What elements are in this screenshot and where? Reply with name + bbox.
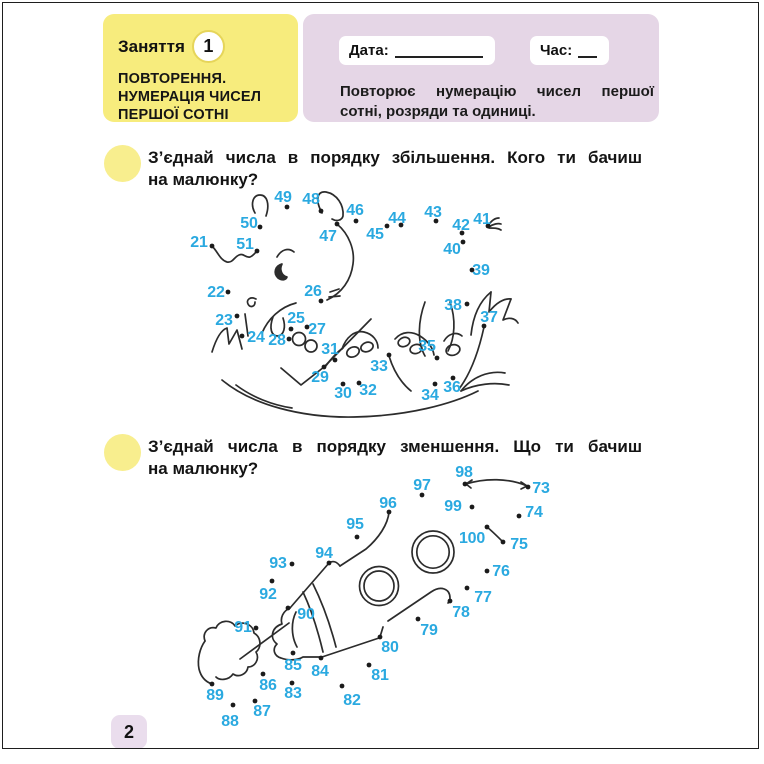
task1-instruction: [148, 147, 642, 190]
puzzle-number-label-87: 87: [253, 703, 271, 720]
puzzle-dot-35: [435, 356, 440, 361]
instruction-line: З’єднай числа в порядку збільшення. Кого ти бачиш: [148, 148, 642, 167]
line-art-stroke: [198, 641, 212, 684]
puzzle-dot-89: [210, 682, 215, 687]
puzzle-number-label-23: 23: [215, 312, 233, 329]
puzzle-number-label-82: 82: [343, 692, 361, 709]
puzzle-number-label-35: 35: [418, 338, 436, 355]
line-art-stroke: [489, 224, 501, 227]
line-art-stroke: [313, 584, 336, 647]
puzzle-number-label-48: 48: [302, 191, 320, 208]
line-art-stroke: [253, 195, 268, 216]
puzzle-dot-93: [290, 562, 295, 567]
line-art-stroke: [466, 480, 527, 486]
line-art-stroke: [503, 299, 518, 323]
puzzle-dot-88: [231, 703, 236, 708]
puzzle-number-label-80: 80: [381, 639, 399, 656]
puzzle-number-label-90: 90: [297, 606, 315, 623]
lesson-objective: [340, 82, 654, 121]
puzzle-dot-76: [485, 569, 490, 574]
time-field: [530, 36, 609, 65]
line-art-stroke: [487, 527, 503, 542]
puzzle-number-label-33: 33: [370, 358, 388, 375]
page-number: 2: [111, 715, 147, 749]
puzzle-dot-40: [461, 240, 466, 245]
puzzle-number-label-47: 47: [319, 228, 337, 245]
puzzle-number-label-50: 50: [240, 215, 258, 232]
puzzle-number-label-51: 51: [236, 236, 254, 253]
date-label: Дата:: [349, 42, 389, 59]
lesson-number: 1: [203, 36, 214, 56]
line-art-stroke: [389, 356, 411, 391]
puzzle-dot-91: [254, 626, 259, 631]
puzzle-dot-22: [226, 290, 231, 295]
line-art-stroke: [292, 612, 297, 647]
line-art-stroke: [293, 333, 306, 346]
puzzle-dot-75: [501, 540, 506, 545]
puzzle-number-label-91: 91: [234, 619, 252, 636]
puzzle-dot-77: [465, 586, 470, 591]
puzzle-dot-74: [517, 514, 522, 519]
puzzle-number-label-88: 88: [221, 713, 239, 730]
task-bullet-circle: [104, 145, 141, 182]
task2-instruction: [148, 436, 642, 479]
objective-line: сотні, розряди та одиниці.: [340, 102, 536, 120]
puzzle-number-label-38: 38: [444, 297, 462, 314]
puzzle-number-label-49: 49: [274, 189, 292, 206]
line-art-stroke: [330, 289, 339, 292]
line-art-stroke: [275, 264, 287, 280]
line-art-stroke: [397, 336, 411, 349]
puzzle-number-label-28: 28: [268, 332, 286, 349]
date-field: [339, 36, 495, 65]
puzzle-number-label-100: 100: [458, 530, 486, 547]
puzzle-number-label-37: 37: [480, 309, 498, 326]
line-art-stroke: [360, 341, 375, 354]
puzzle-dot-98: [463, 482, 468, 487]
puzzle-number-label-32: 32: [359, 382, 377, 399]
puzzle-number-label-30: 30: [334, 385, 352, 402]
puzzle-dot-99: [470, 505, 475, 510]
puzzle-number-label-44: 44: [388, 210, 406, 227]
lesson-info-box: [303, 14, 659, 122]
puzzle-dot-86: [261, 672, 266, 677]
puzzle-number-label-22: 22: [207, 284, 225, 301]
instruction-line: на малюнку?: [148, 458, 259, 478]
puzzle-dot-90: [286, 606, 291, 611]
puzzle-dot-92: [270, 579, 275, 584]
puzzle-number-label-42: 42: [452, 217, 470, 234]
puzzle-dot-23: [235, 314, 240, 319]
task-bullet-circle: [104, 434, 141, 471]
time-blank-line: [578, 44, 597, 58]
puzzle-number-label-24: 24: [247, 329, 265, 346]
puzzle-dot-34: [433, 382, 438, 387]
puzzle-number-label-83: 83: [284, 685, 302, 702]
puzzle-dot-28: [287, 337, 292, 342]
puzzle-number-label-95: 95: [346, 516, 364, 533]
line-art-stroke: [360, 567, 399, 606]
lesson-title-line: ПЕРШОЇ СОТНІ: [118, 107, 229, 123]
lesson-header-box: [103, 14, 298, 122]
puzzle-dot-79: [416, 617, 421, 622]
puzzle-number-label-97: 97: [413, 477, 431, 494]
time-label: Час:: [540, 42, 573, 59]
line-art-stroke: [329, 296, 340, 297]
puzzle-number-label-96: 96: [379, 495, 397, 512]
puzzle-dot-95: [355, 535, 360, 540]
puzzle-number-label-26: 26: [304, 283, 322, 300]
puzzle-number-label-81: 81: [371, 667, 389, 684]
line-art-stroke: [417, 536, 449, 568]
instruction-line: на малюнку?: [148, 169, 259, 189]
lesson-title-line: ПОВТОРЕННЯ.: [118, 71, 227, 87]
puzzle-dot-24: [240, 334, 245, 339]
puzzle-dot-21: [210, 244, 215, 249]
line-art-stroke: [445, 343, 461, 357]
lesson-number-circle: [192, 30, 225, 63]
puzzle-number-label-85: 85: [284, 657, 302, 674]
line-art-stroke: [318, 192, 343, 221]
puzzle-number-label-99: 99: [444, 498, 462, 515]
puzzle-number-label-98: 98: [455, 464, 473, 481]
puzzle-number-label-75: 75: [510, 536, 528, 553]
puzzle-dot-82: [340, 684, 345, 689]
puzzle-number-label-46: 46: [346, 202, 364, 219]
puzzle-dot-73: [526, 485, 531, 490]
line-art-stroke: [247, 298, 256, 307]
puzzle-number-label-39: 39: [472, 262, 490, 279]
puzzle-number-label-45: 45: [366, 226, 384, 243]
puzzle-number-label-89: 89: [206, 687, 224, 704]
line-art-stroke: [461, 384, 509, 391]
puzzle-number-label-76: 76: [492, 563, 510, 580]
puzzle-dot-50: [258, 225, 263, 230]
line-art-stroke: [290, 563, 329, 608]
line-art-stroke: [489, 228, 501, 230]
puzzle-number-label-86: 86: [259, 677, 277, 694]
puzzle-number-label-84: 84: [311, 663, 329, 680]
puzzle-dot-78: [448, 599, 453, 604]
puzzle-number-label-93: 93: [269, 555, 287, 572]
instruction-line: З’єднай числа в порядку зменшення. Що ти бачиш: [148, 437, 642, 456]
puzzle-number-label-29: 29: [311, 369, 329, 386]
puzzle-number-label-21: 21: [190, 234, 208, 251]
objective-line: Повторює нумерацію чисел першої: [340, 83, 654, 100]
puzzle-dot-85: [291, 651, 296, 656]
puzzle-dot-51: [255, 249, 260, 254]
line-art-stroke: [364, 571, 394, 601]
puzzle-dot-33: [387, 353, 392, 358]
puzzle-number-label-36: 36: [443, 379, 461, 396]
puzzle-number-label-79: 79: [420, 622, 438, 639]
lesson-title-line: НУМЕРАЦІЯ ЧИСЕЛ: [118, 89, 262, 105]
line-art-stroke: [322, 638, 379, 657]
puzzle-number-label-27: 27: [308, 321, 326, 338]
lesson-title: [103, 63, 298, 124]
lesson-label: Заняття: [118, 36, 185, 56]
line-art-stroke: [277, 250, 294, 257]
puzzle-dot-48: [319, 209, 324, 214]
line-art-stroke: [236, 385, 292, 408]
puzzle-number-label-77: 77: [474, 589, 492, 606]
puzzle-number-label-78: 78: [452, 604, 470, 621]
line-art-stroke: [412, 531, 454, 573]
puzzle-dot-84: [319, 656, 324, 661]
lesson-row: [103, 14, 298, 63]
line-art-stroke: [345, 345, 361, 359]
puzzle-dot-38: [465, 302, 470, 307]
puzzle-number-label-94: 94: [315, 545, 333, 562]
line-art-stroke: [305, 340, 317, 352]
puzzle-number-label-40: 40: [443, 241, 461, 258]
puzzle-number-label-74: 74: [525, 504, 543, 521]
puzzle-number-label-92: 92: [259, 586, 277, 603]
puzzle-number-label-25: 25: [287, 310, 305, 327]
puzzle-number-label-73: 73: [532, 480, 550, 497]
puzzle-dot-47: [335, 222, 340, 227]
puzzle-number-label-41: 41: [473, 211, 491, 228]
line-art-stroke: [212, 328, 242, 352]
puzzle-number-label-34: 34: [421, 387, 439, 404]
date-blank-line: [395, 44, 483, 58]
puzzle-number-label-31: 31: [321, 341, 339, 358]
puzzle-number-label-43: 43: [424, 204, 442, 221]
puzzle-dot-100: [485, 525, 490, 530]
